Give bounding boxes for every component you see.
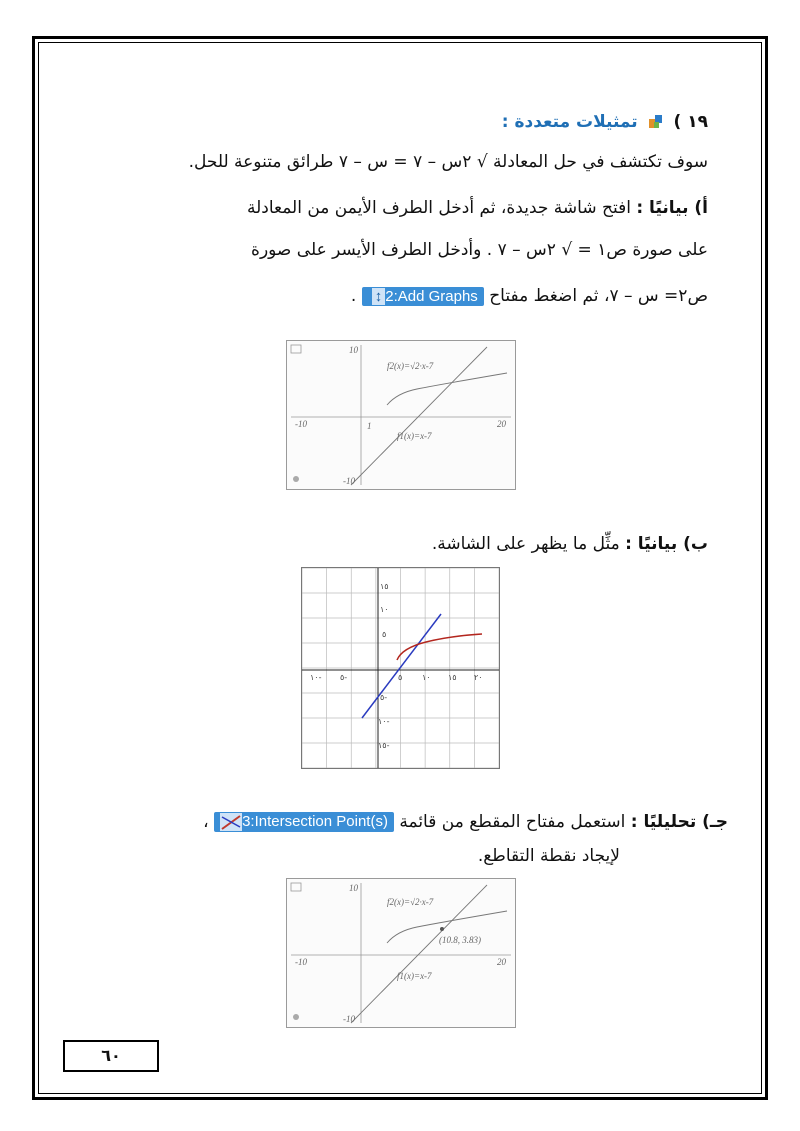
graph-b-x-20: ٢٠ (474, 673, 483, 682)
add-graphs-key-label: 2:Add Graphs (385, 287, 478, 305)
graph-b-y-m5: ٥- (380, 693, 388, 702)
graph-a-f1-label: f1(x)=x-7 (397, 431, 432, 441)
intersection-icon (220, 813, 242, 831)
graph-b-y-10: ١٠ (380, 605, 389, 614)
graph-b-x-10: ١٠ (422, 673, 431, 682)
graph-b-x-m5: ٥- (340, 673, 348, 682)
part-a-line2: على صورة ص١ = √ ٢س – ٧ . وأدخل الطرف الأيسر على صورة (251, 240, 708, 260)
part-b-line (432, 534, 708, 554)
part-a-end-dot: . (350, 286, 357, 306)
exercise-number: ١٩ (687, 112, 708, 132)
graph-a-ymin: -10 (343, 476, 355, 486)
graph-b-blue-line (362, 614, 441, 718)
graph-icon: ↕ (372, 288, 386, 305)
part-a-text3: ص٢= س – ٧، ثم اضغط مفتاح (489, 286, 708, 306)
graph-c-f2-label: f2(x)=√2·x-7 (387, 897, 434, 907)
intersection-key-label: 3:Intersection Point(s) (242, 813, 388, 830)
graph-c-intersection-point (440, 927, 444, 931)
part-a-label: أ) بيانيًا : (636, 198, 708, 218)
intro-text: سوف تكتشف في حل المعادلة √ ٢س – ٧ = س – ٧ طرائق متنوعة للحل. (188, 152, 708, 172)
multiple-representations-icon (648, 114, 664, 130)
graph-a-ymax: 10 (349, 345, 358, 355)
exercise-title: تمثيلات متعددة : (501, 112, 638, 132)
graph-b-y-15: ١٥ (380, 582, 389, 591)
part-c-line2: لإيجاد نقطة التقاطع. (477, 846, 620, 866)
part-c-line1 (203, 812, 728, 832)
graph-c-xmin: -10 (295, 957, 307, 967)
graph-c-f1-label: f1(x)=x-7 (397, 971, 432, 981)
part-c-label: جـ) تحليليًا : (630, 812, 728, 833)
part-b-label: ب) بيانيًا : (625, 534, 708, 554)
intersection-key (214, 812, 394, 832)
graph-a-tick: 1 (367, 421, 372, 431)
part-b-text: مثِّل ما يظهر على الشاشة. (431, 534, 620, 554)
graph-b-y-m15: ١٥- (378, 741, 390, 750)
part-c-text: استعمل مفتاح المقطع من قائمة (399, 812, 626, 833)
graph-c-xmax: 20 (497, 957, 506, 967)
graph-c-calculator-screen (286, 878, 516, 1028)
exercise-header: ١٩ ) تمثيلات متعددة : (501, 112, 708, 132)
part-a-line1 (247, 198, 708, 218)
part-c-comma: ، (203, 812, 209, 833)
graph-a-xmax: 20 (497, 419, 506, 429)
graph-b-x-15: ١٥ (448, 673, 457, 682)
graph-a-calculator-screen (286, 340, 516, 490)
add-graphs-key (362, 287, 484, 306)
graph-b-y-5: ٥ (382, 630, 387, 639)
graph-b-y-m10: ١٠- (378, 717, 390, 726)
page-number: ٦٠ (63, 1040, 159, 1072)
graph-b-grid (301, 567, 500, 769)
graph-c-ymin: -10 (343, 1014, 355, 1024)
graph-b-x-5: ٥ (398, 673, 403, 682)
graph-c-point-label: (10.8, 3.83) (439, 935, 481, 945)
graph-a-xmin: -10 (295, 419, 307, 429)
graph-a-f2-curve (387, 373, 507, 405)
graph-b-svg (302, 568, 499, 768)
part-a-line3 (351, 286, 708, 306)
graph-a-f2-label: f2(x)=√2·x-7 (387, 361, 434, 371)
graph-c-ymax: 10 (349, 883, 358, 893)
graph-a-svg (287, 341, 515, 489)
graph-b-x-m10: ١٠- (310, 673, 322, 682)
part-a-text1: افتح شاشة جديدة، ثم أدخل الطرف الأيمن من المعادلة (246, 198, 631, 218)
graph-c-svg (287, 879, 515, 1027)
